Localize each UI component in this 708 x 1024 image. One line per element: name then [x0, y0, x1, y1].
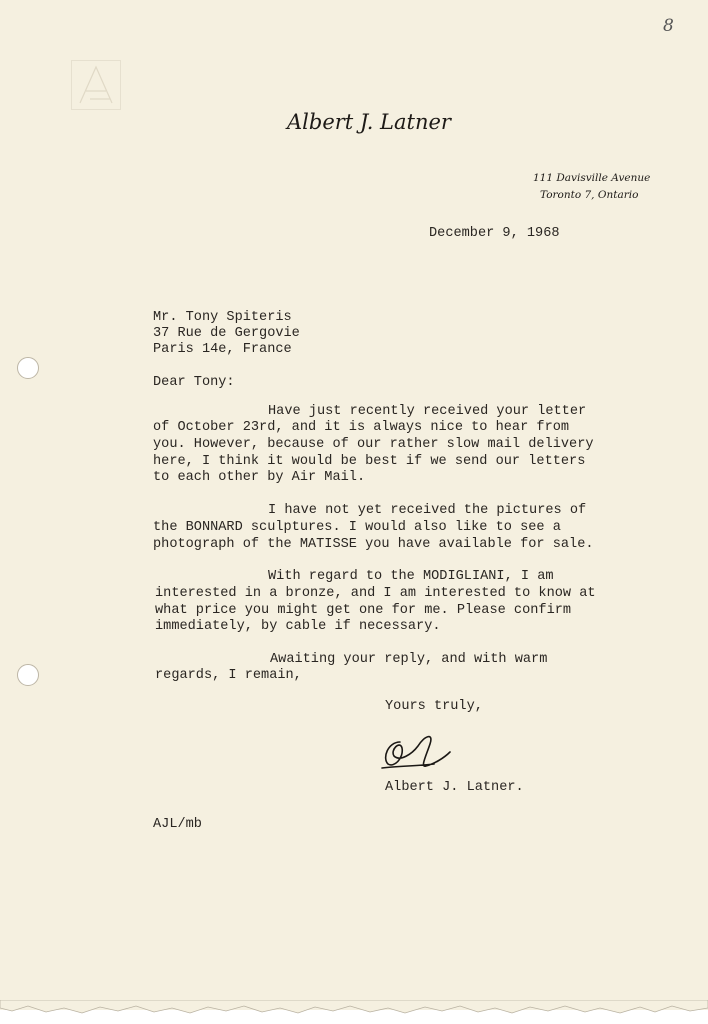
- paragraph-line: immediately, by cable if necessary.: [155, 619, 441, 634]
- embossed-logo: [71, 60, 121, 110]
- handwritten-signature: [378, 728, 458, 774]
- page-number: 8: [663, 16, 674, 36]
- recipient-line: 37 Rue de Gergovie: [153, 326, 300, 341]
- paragraph-line: Have just recently received your letter: [268, 404, 587, 419]
- paragraph-line: here, I think it would be best if we send our letters: [153, 454, 586, 469]
- punch-hole: [17, 357, 39, 379]
- paragraph-line: to each other by Air Mail.: [153, 470, 366, 485]
- paragraph-line: I have not yet received the pictures of: [268, 503, 587, 518]
- paragraph-line: Awaiting your reply, and with warm: [270, 652, 548, 667]
- paragraph-line: regards, I remain,: [155, 668, 302, 683]
- letterhead-address-line2: Toronto 7, Ontario: [540, 189, 639, 201]
- letterhead-address-line1: 111 Davisville Avenue: [533, 172, 651, 184]
- paragraph-line: interested in a bronze, and I am interested to know at: [155, 586, 596, 601]
- reference-initials: AJL/mb: [153, 817, 202, 832]
- letter-date: December 9, 1968: [429, 226, 560, 241]
- letterhead-name: Albert J. Latner: [287, 110, 451, 134]
- paragraph-line: what price you might get one for me. Please confirm: [155, 603, 572, 618]
- punch-hole: [17, 664, 39, 686]
- paragraph-line: of October 23rd, and it is always nice to hear from: [153, 420, 570, 435]
- paragraph-line: photograph of the MATISSE you have available for sale.: [153, 537, 594, 552]
- paragraph-line: the BONNARD sculptures. I would also like to see a: [153, 520, 561, 535]
- paragraph-line: With regard to the MODIGLIANI, I am: [268, 569, 554, 584]
- recipient-line: Mr. Tony Spiteris: [153, 310, 292, 325]
- typed-signature-name: Albert J. Latner.: [385, 780, 524, 795]
- recipient-line: Paris 14e, France: [153, 342, 292, 357]
- salutation: Dear Tony:: [153, 375, 235, 390]
- torn-edge: [0, 1000, 708, 1024]
- paragraph-line: you. However, because of our rather slow mail delivery: [153, 437, 594, 452]
- closing: Yours truly,: [385, 699, 483, 714]
